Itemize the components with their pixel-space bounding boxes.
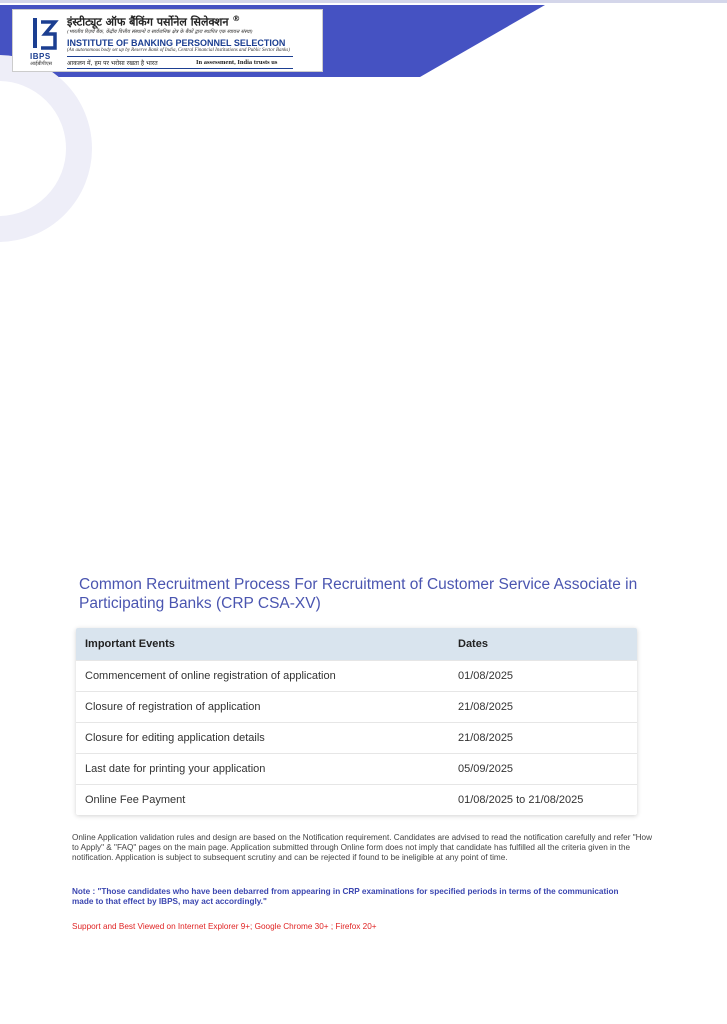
- debarment-note: Note : "Those candidates who have been debarred from appearing in CRP examinations for specified periods in terms of the communication made to that effect by IBPS, may act accordingly.": [72, 887, 619, 906]
- important-events-table: [76, 628, 637, 815]
- logo-hindi-title: इंस्टीट्यूट ऑफ बैंकिंग पर्सोनेल सिलेक्शन ®: [67, 14, 241, 29]
- table-row: [76, 691, 637, 722]
- registered-mark: ®: [232, 14, 241, 23]
- ibps-logo[interactable]: [12, 9, 323, 72]
- logo-tagline-hindi: आकलन में, हम पर भरोसा रखता है भारत: [67, 60, 158, 67]
- logo-divider: [67, 56, 293, 57]
- event-cell: Online Fee Payment: [76, 784, 448, 815]
- decorative-circle: [0, 55, 92, 242]
- browser-support-text: Support and Best Viewed on Internet Explorer 9+; Google Chrome 30+ ; Firefox 20+: [72, 922, 377, 931]
- table-row: [76, 660, 637, 691]
- logo-english-subtitle: (An autonomous body set up by Reserve Bank of India, Central Financial Institutions and Public Sector Banks): [67, 48, 290, 53]
- table-row: [76, 722, 637, 753]
- validation-info-text: Online Application validation rules and design are based on the Notification requirement. Candidates are advised to read the notification carefully and refer "How to Apply" & "FAQ" pages on the main page. Application submitted through Online form does not imply that candidate has fulfilled all the criteria given in the notification. Application is subject to subsequent scrutiny and can be rejected if found to be ineligible at any point of time.: [72, 833, 653, 862]
- table-row: [76, 784, 637, 815]
- date-cell: 21/08/2025: [448, 691, 637, 722]
- page-title: Common Recruitment Process For Recruitment of Customer Service Associate in Participating Banks (CRP CSA-XV): [79, 576, 638, 612]
- logo-tagline-underline: [67, 68, 293, 69]
- date-cell: 05/09/2025: [448, 753, 637, 784]
- event-cell: Last date for printing your application: [76, 753, 448, 784]
- logo-abbreviation-hindi: आईबीपीएस: [30, 61, 52, 67]
- column-header-date: Dates: [458, 637, 488, 650]
- event-cell: Closure of registration of application: [76, 691, 448, 722]
- table-header-row: [76, 628, 637, 660]
- event-cell: Closure for editing application details: [76, 722, 448, 753]
- logo-tagline-english: In assessment, India trusts us: [196, 59, 278, 66]
- table-row: [76, 753, 637, 784]
- event-cell: Commencement of online registration of application: [76, 660, 448, 691]
- date-cell: 01/08/2025 to 21/08/2025: [448, 784, 637, 815]
- logo-english-title: INSTITUTE OF BANKING PERSONNEL SELECTION: [67, 38, 286, 48]
- date-cell: 01/08/2025: [448, 660, 637, 691]
- logo-hindi-subtitle: (भारतीय रिज़र्व बैंक, केंद्रीय वित्तीय संस्थानों व सार्वजनिक क्षेत्र के बैंकों द्वारा स्थापित एक स्वायत्त संस्था): [67, 29, 253, 35]
- date-cell: 21/08/2025: [448, 722, 637, 753]
- logo-abbreviation: IBPS: [30, 52, 51, 61]
- column-header-event: Important Events: [85, 637, 175, 650]
